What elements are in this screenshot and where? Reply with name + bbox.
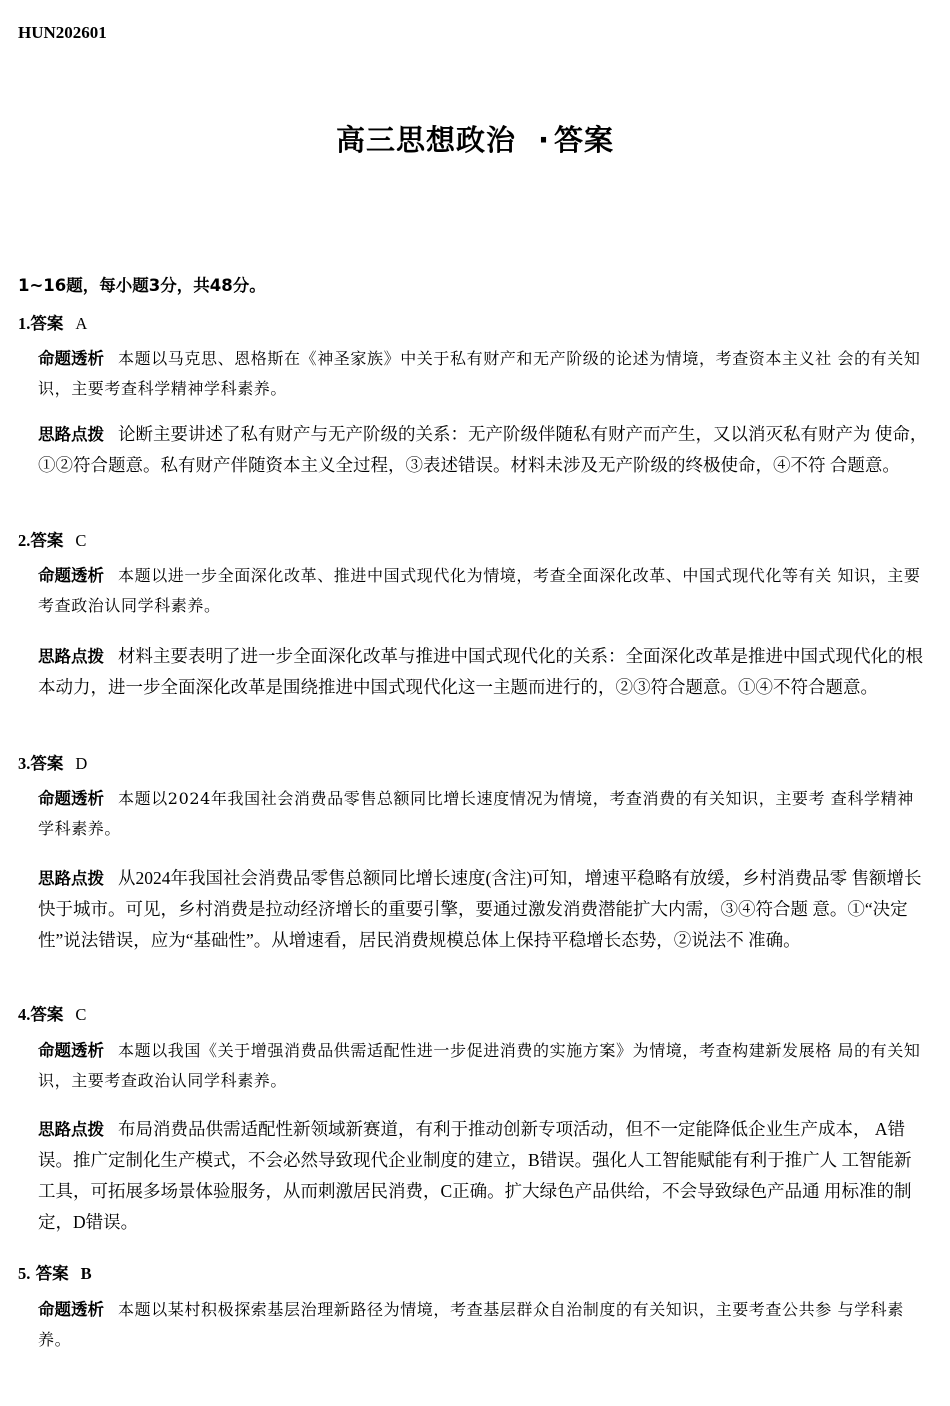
question-number: 5. [18,1264,31,1283]
analysis-label: 命题透析 [38,789,104,808]
title-dot: · [537,123,551,157]
hint-label: 思路点拨 [38,425,104,444]
hint-text: 论断主要讲述了私有财产与无产阶级的关系：无产阶级伴随私有财产而产生，又以消灭私有财产为 使命，①②符合题意。私有财产伴随资本主义全过程，③表述错误。材料未涉及无产阶级的终极使命，④不符 合题意。 [38,424,928,475]
question-2-header [18,527,86,551]
answer-label: 答案 [30,1005,64,1024]
hint-text: 材料主要表明了进一步全面深化改革与推进中国式现代化的关系：全面深化改革是推进中国式现代化的根本动力，进一步全面深化改革是围绕推进中国式现代化这一主题而进行的，②③符合题意。①④不符合题意。 [38,646,923,697]
answer-label: 答案 [30,754,64,773]
hint-label: 思路点拨 [38,869,104,888]
answer-label: 答案 [30,531,64,550]
answer-label: 答案 [30,314,64,333]
section-intro: 1~16题，每小题3分，共48分。 [18,276,266,295]
question-4-hint [38,1114,928,1238]
question-2-hint [38,641,928,703]
question-number: 1. [18,314,31,333]
question-3-analysis [38,784,928,844]
question-5-header [18,1260,92,1284]
hint-text: 布局消费品供需适配性新领域新赛道，有利于推动创新专项活动，但不一定能降低企业生产成本， A错误。推广定制化生产模式，不会必然导致现代企业制度的建立，B错误。强化人工智能赋能有利于推广人 工智能新工具，可拓展多场景体验服务，从而刺激居民消费，C正确。扩大绿色产品供给，不会导致绿色产品通 用标准的制定，D错误。 [38,1119,912,1232]
question-2-analysis [38,561,928,621]
answer-value: C [75,1005,87,1024]
analysis-text: 本题以某村积极探索基层治理新路径为情境，考查基层群众自治制度的有关知识，主要考查公共参 与学科素养。 [38,1300,904,1349]
question-number: 2. [18,531,31,550]
hint-text: 从2024年我国社会消费品零售总额同比增长速度(含注)可知，增速平稳略有放缓，乡村消费品零 售额增长快于城市。可见，乡村消费是拉动经济增长的重要引擎，要通过激发消费潜能扩大内需，③④符合题 意。①“决定性”说法错误，应为“基础性”。从增速看，居民消费规模总体上保持平稳增长态势，②说法不 准确。 [38,868,922,950]
answer-value: D [75,754,88,773]
answer-value: A [75,314,88,333]
analysis-text: 本题以我国《关于增强消费品供需适配性进一步促进消费的实施方案》为情境，考查构建新发展格 局的有关知识，主要考查政治认同学科素养。 [38,1041,921,1090]
question-4-header [18,1001,86,1025]
answer-value: C [75,531,87,550]
document-code: HUN202601 [18,23,107,42]
analysis-label: 命题透析 [38,566,104,585]
hint-label: 思路点拨 [38,1120,104,1139]
question-1-analysis [38,344,928,404]
question-1-header [18,310,87,334]
title-subject: 高三思想政治 [335,123,516,157]
question-5-analysis [38,1295,928,1355]
analysis-label: 命题透析 [38,1300,104,1319]
hint-label: 思路点拨 [38,647,104,666]
question-4-analysis [38,1036,928,1096]
title-suffix: 答案 [554,123,615,157]
answer-value: B [80,1264,92,1283]
answer-label: 答案 [35,1264,69,1283]
analysis-text: 本题以马克思、恩格斯在《神圣家族》中关于私有财产和无产阶级的论述为情境，考查资本主义社 会的有关知识，主要考查科学精神学科素养。 [38,349,921,398]
analysis-text: 本题以进一步全面深化改革、推进中国式现代化为情境，考查全面深化改革、中国式现代化等有关 知识，主要考查政治认同学科素养。 [38,566,921,615]
question-number: 3. [18,754,31,773]
question-1-hint [38,419,928,481]
analysis-label: 命题透析 [38,349,104,368]
question-3-header [18,750,87,774]
analysis-label: 命题透析 [38,1041,104,1060]
question-3-hint [38,863,928,956]
page-title [0,118,950,159]
analysis-text: 本题以2024年我国社会消费品零售总额同比增长速度情况为情境，考查消费的有关知识，主要考 查科学精神学科素养。 [38,789,914,838]
question-number: 4. [18,1005,31,1024]
